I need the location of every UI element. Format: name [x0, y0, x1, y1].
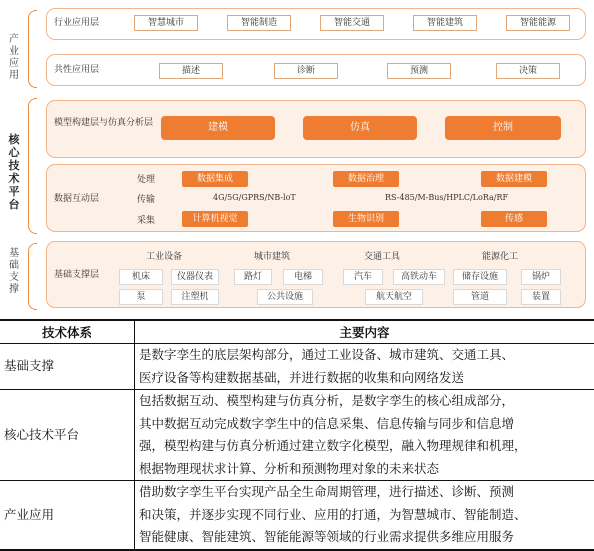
base-item-pump: 泵: [119, 289, 163, 305]
base-item-street-lamp: 路灯: [234, 269, 272, 285]
row-label-process: 处理: [137, 172, 155, 185]
base-item-injection-machine: 注塑机: [171, 289, 219, 305]
table-header-row: [0, 320, 594, 344]
base-item-storage: 储存设施: [453, 269, 507, 285]
industry-item-smart-transport: 智能交通: [320, 15, 384, 31]
base-layer-label: 基础支撑层: [54, 269, 99, 281]
collect-biometrics: 生物识别: [333, 211, 399, 227]
base-item-car: 汽车: [343, 269, 383, 285]
content-line: 包括数据互动、模型构建与仿真分析，是数字孪生的核心组成部分，: [139, 390, 590, 413]
group-label-core-platform: 核心技术平台: [6, 133, 22, 211]
base-layer-panel: [46, 241, 586, 308]
content-line: 智能健康、智能建筑、智能能源等领域的行业需求提供多维应用服务: [139, 526, 590, 549]
tech-system-table: [0, 319, 594, 551]
category-energy: 能源化工: [465, 249, 535, 262]
header-main-content: 主要内容: [135, 320, 594, 344]
base-item-machine-tool: 机床: [119, 269, 163, 285]
common-item-predict: 预测: [387, 63, 451, 79]
model-item-build: 建模: [161, 116, 275, 140]
row-content-base-support: [135, 344, 594, 390]
content-line: 根据物理现状求计算、分析和预测物理对象的未来状态: [139, 458, 590, 481]
row-content-core-platform: [135, 390, 594, 481]
group-label-industry-app: 产业应用: [6, 34, 22, 82]
base-item-instruments: 仪器仪表: [171, 269, 219, 285]
brace-base-support: [28, 243, 37, 310]
base-item-elevator: 电梯: [283, 269, 323, 285]
brace-industry-app: [28, 10, 37, 88]
base-item-aerospace: 航天航空: [365, 289, 423, 305]
group-label-base-support: 基础支撑: [6, 248, 22, 296]
common-layer-label: 共性应用层: [54, 64, 99, 76]
industry-item-smart-city: 智慧城市: [134, 15, 198, 31]
common-item-decide: 决策: [496, 63, 560, 79]
common-item-diagnose: 诊断: [274, 63, 338, 79]
base-item-public-facilities: 公共设施: [257, 289, 313, 305]
data-layer-label: 数据互动层: [54, 193, 99, 205]
content-line: 和决策，并逐步实现不同行业、应用的打通，为智慧城市、智能制造、: [139, 504, 590, 527]
base-item-boiler: 锅炉: [521, 269, 561, 285]
common-item-describe: 描述: [159, 63, 223, 79]
content-line: 强，模型构建与仿真分析通过建立数字化模型，融入物理规律和机理，: [139, 435, 590, 458]
base-item-high-speed-rail: 高铁动车: [393, 269, 445, 285]
table-row: [0, 481, 594, 550]
industry-layer-panel: [46, 8, 586, 40]
row-name-core-platform: 核心技术平台: [0, 390, 135, 481]
model-item-simulate: 仿真: [303, 116, 417, 140]
model-layer-label: 模型构建层与仿真分析层: [54, 117, 166, 129]
transfer-wired: RS-485/M-Bus/HPLC/LoRa/RF: [385, 193, 508, 202]
table-row: [0, 344, 594, 390]
industry-item-smart-manufacturing: 智能制造: [227, 15, 291, 31]
row-label-collect: 采集: [137, 213, 155, 226]
base-item-pipeline: 管道: [453, 289, 507, 305]
model-item-control: 控制: [445, 116, 561, 140]
row-name-base-support: 基础支撑: [0, 344, 135, 390]
collect-sensing: 传感: [481, 211, 547, 227]
table-row: [0, 390, 594, 481]
row-content-industry-app: [135, 481, 594, 550]
content-line: 借助数字孪生平台实现产品全生命周期管理，进行描述、诊断、预测: [139, 481, 590, 504]
content-line: 是数字孪生的底层架构部分，通过工业设备、城市建筑、交通工具、: [139, 344, 590, 367]
row-name-industry-app: 产业应用: [0, 481, 135, 550]
transfer-wireless: 4G/5G/GPRS/NB-loT: [213, 193, 296, 202]
industry-item-smart-energy: 智能能源: [506, 15, 570, 31]
common-layer-panel: [46, 54, 586, 86]
process-data-integration: 数据集成: [182, 171, 248, 187]
process-data-modeling: 数据建模: [481, 171, 547, 187]
industry-item-smart-building: 智能建筑: [413, 15, 477, 31]
industry-layer-label: 行业应用层: [54, 17, 99, 29]
content-line: 其中数据互动完成数字孪生中的信息采集、信息传输与同步和信息增: [139, 413, 590, 436]
category-city: 城市建筑: [237, 249, 307, 262]
model-layer-panel: [46, 100, 586, 158]
category-industrial: 工业设备: [129, 249, 199, 262]
row-label-transfer: 传输: [137, 192, 155, 205]
base-item-equipment: 装置: [521, 289, 561, 305]
process-data-governance: 数据治理: [333, 171, 399, 187]
content-line: 医疗设备等构建数据基础，并进行数据的收集和向网络发送: [139, 367, 590, 390]
collect-computer-vision: 计算机视觉: [182, 211, 248, 227]
brace-core-platform: [28, 98, 37, 234]
header-tech-system: 技术体系: [0, 320, 135, 344]
category-transport: 交通工具: [347, 249, 417, 262]
data-layer-panel: [46, 164, 586, 232]
